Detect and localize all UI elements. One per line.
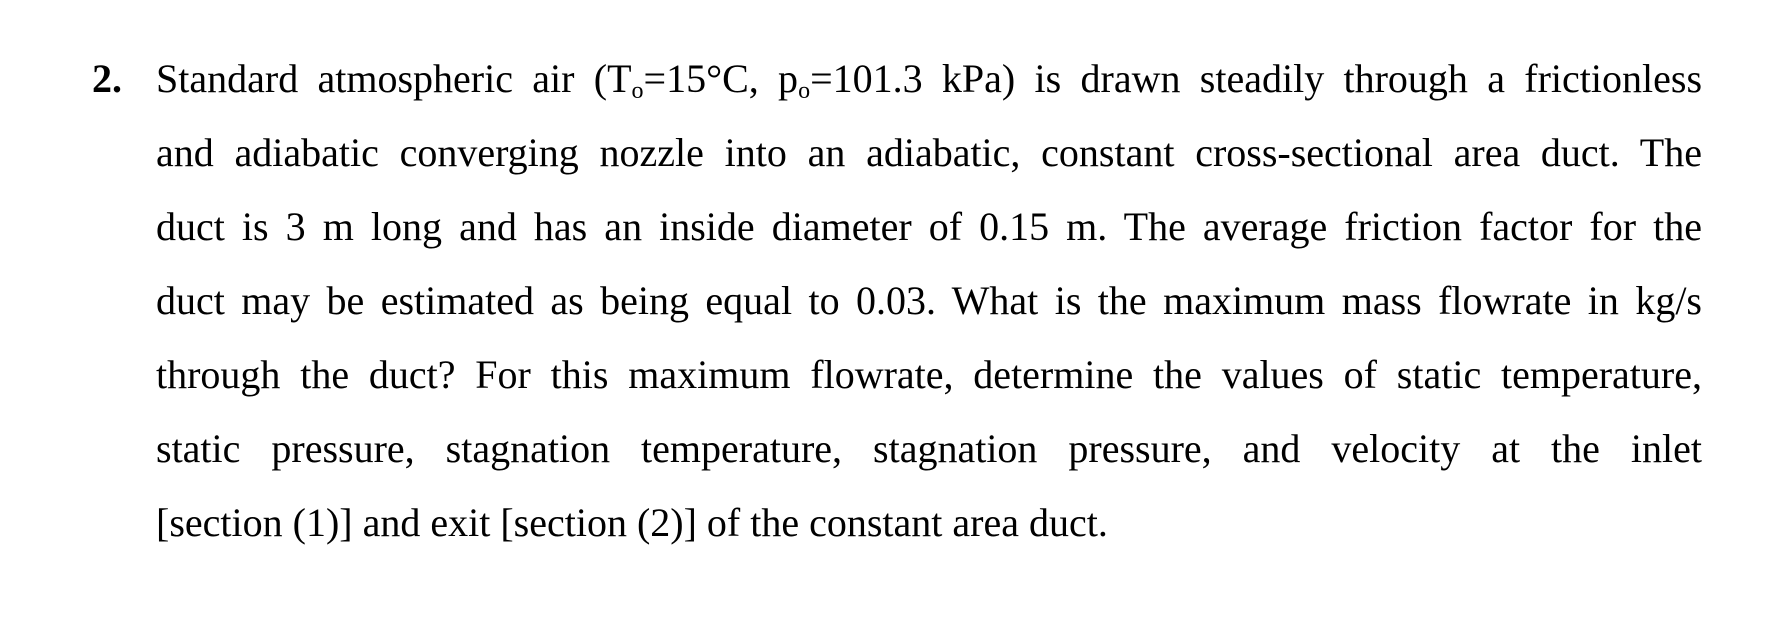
problem-statement — [156, 42, 1702, 560]
subscript-o: o — [631, 78, 644, 104]
subscript-o: o — [798, 78, 811, 104]
statement-line-5: through the duct? For this maximum flowrate, determine the values of static temperature, — [156, 352, 1702, 397]
statement-text: =15°C, p — [643, 56, 799, 101]
problem-number: 2. — [92, 56, 122, 101]
statement-line-1 — [156, 42, 1702, 116]
statement-line-7: [section (1)] and exit [section (2)] of the constant area duct. — [156, 500, 1108, 545]
statement-line-3: duct is 3 m long and has an inside diameter of 0.15 m. The average friction factor for the — [156, 204, 1702, 249]
statement-line-6: static pressure, stagnation temperature, stagnation pressure, and velocity at the inlet — [156, 426, 1702, 471]
problem-2 — [92, 42, 1702, 560]
statement-text: Standard atmospheric air (T — [156, 56, 632, 101]
statement-text: =101.3 kPa) is drawn steadily through a frictionless — [810, 56, 1703, 101]
statement-line-2: and adiabatic converging nozzle into an adiabatic, constant cross-sectional area duct. The — [156, 130, 1702, 175]
statement-line-4: duct may be estimated as being equal to 0.03. What is the maximum mass flowrate in kg/s — [156, 278, 1702, 323]
